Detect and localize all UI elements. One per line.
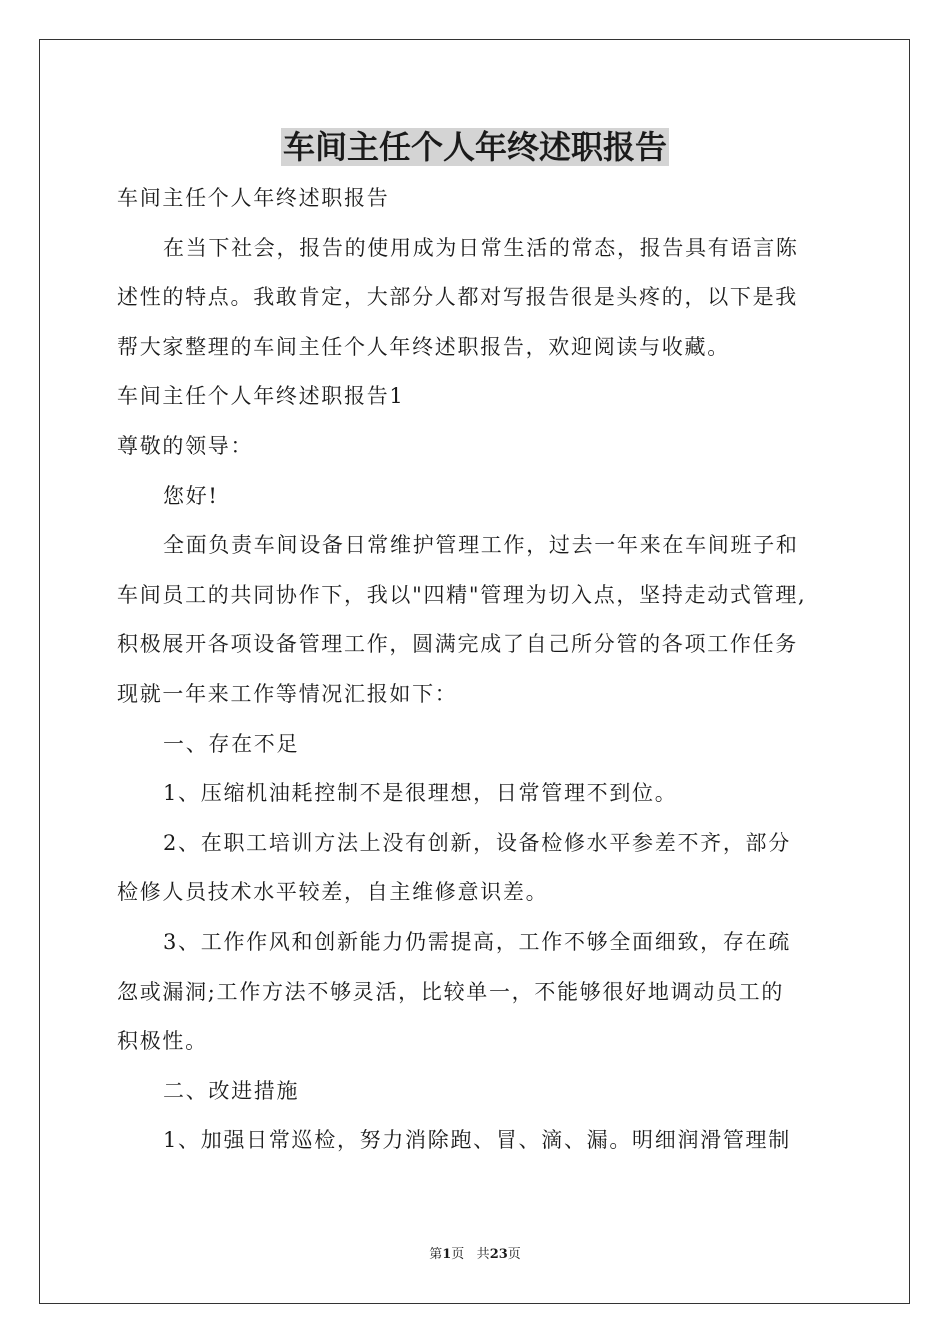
document-title xyxy=(0,124,950,170)
paragraph-line: 忽或漏洞;工作方法不够灵活，比较单一，不能够很好地调动员工的 xyxy=(117,979,785,1004)
page-footer xyxy=(0,1245,950,1265)
paragraph-line: 在当下社会，报告的使用成为日常生活的常态，报告具有语言陈 xyxy=(163,235,799,260)
footer-page-unit: 页 xyxy=(451,1247,465,1262)
footer-page-total: 23 xyxy=(489,1247,508,1262)
paragraph-line: 1、加强日常巡检，努力消除跑、冒、滴、漏。明细润滑管理制 xyxy=(163,1128,791,1153)
paragraph-line: 一、存在不足 xyxy=(163,731,300,756)
paragraph-line: 积极性。 xyxy=(117,1029,208,1054)
footer-page-prefix: 第 xyxy=(429,1247,443,1262)
footer-total-prefix: 共 xyxy=(476,1247,490,1262)
paragraph-line: 现就一年来工作等情况汇报如下： xyxy=(117,681,458,706)
document-title-text: 车间主任个人年终述职报告 xyxy=(282,128,667,166)
paragraph-line: 3、工作作风和创新能力仍需提高，工作不够全面细致，存在疏 xyxy=(163,929,791,954)
footer-page-current: 1 xyxy=(442,1247,452,1262)
paragraph-line: 您好! xyxy=(163,483,219,508)
paragraph-line: 二、改进措施 xyxy=(163,1078,300,1103)
paragraph-line: 述性的特点。我敢肯定，大部分人都对写报告很是头疼的，以下是我 xyxy=(117,285,798,310)
paragraph-line: 2、在职工培训方法上没有创新，设备检修水平参差不齐，部分 xyxy=(163,830,791,855)
paragraph-line: 车间员工的共同协作下，我以"四精"管理为切入点，坚持走动式管理, xyxy=(117,582,807,607)
paragraph-line: 全面负责车间设备日常维护管理工作，过去一年来在车间班子和 xyxy=(163,533,799,558)
paragraph-line: 1、压缩机油耗控制不是很理想，日常管理不到位。 xyxy=(163,781,678,806)
document-body xyxy=(117,174,837,1166)
footer-total-unit: 页 xyxy=(507,1247,521,1262)
paragraph-line: 车间主任个人年终述职报告1 xyxy=(117,384,405,409)
paragraph-line: 车间主任个人年终述职报告 xyxy=(117,186,390,210)
paragraph-line: 帮大家整理的车间主任个人年终述职报告，欢迎阅读与收藏。 xyxy=(117,334,730,359)
paragraph-line: 积极展开各项设备管理工作，圆满完成了自己所分管的各项工作任务 xyxy=(117,632,798,657)
paragraph-line: 尊敬的领导： xyxy=(117,433,254,458)
paragraph-line: 检修人员技术水平较差，自主维修意识差。 xyxy=(117,880,549,905)
